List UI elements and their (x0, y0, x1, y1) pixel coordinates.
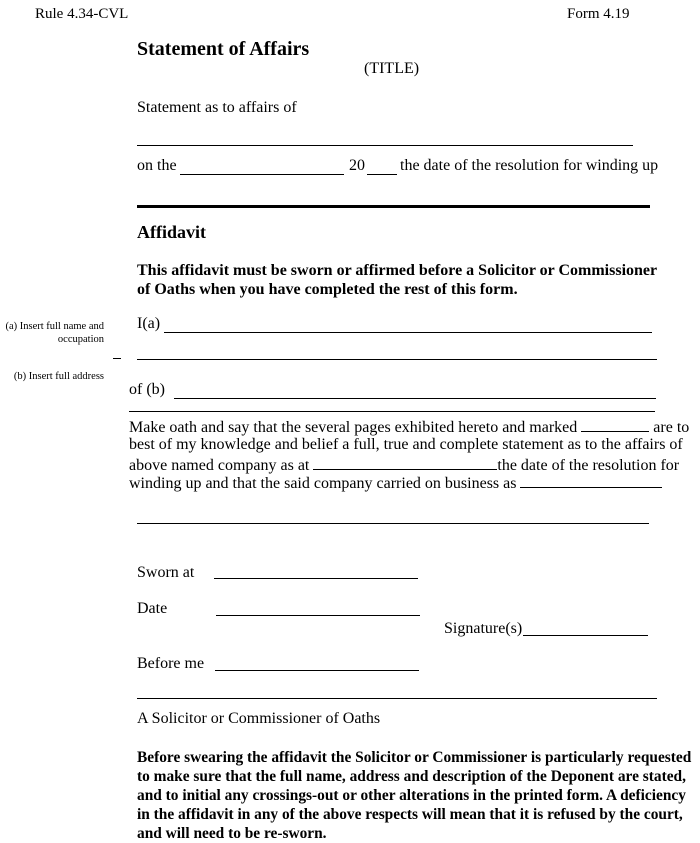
oath-line-4 (129, 473, 662, 493)
page-title: Statement of Affairs (137, 38, 310, 60)
oath-text-4: winding up and that the said company carried on business as (129, 475, 517, 492)
exhibit-mark-field[interactable] (581, 417, 649, 432)
oath-line-1 (129, 417, 689, 437)
before-me-field[interactable] (215, 670, 419, 671)
before-me-label: Before me (137, 655, 205, 672)
address-field[interactable] (174, 398, 656, 399)
margin-note-a (0, 320, 104, 346)
oath-text-3a: above named company as at (129, 457, 310, 474)
date-field[interactable] (216, 615, 420, 616)
affairs-of-label: Statement as to affairs of (137, 99, 297, 116)
name-occupation-field-2[interactable] (137, 359, 657, 360)
oath-text-1a: Make oath and say that the several pages exhibited hereto and marked (129, 419, 578, 436)
on-the-label: on the (137, 157, 177, 174)
as-at-date-field[interactable] (313, 455, 497, 470)
signature-label: Signature(s) (444, 620, 523, 637)
rule-reference: Rule 4.34-CVL (35, 6, 129, 22)
title-hint: (TITLE) (364, 60, 420, 77)
solicitor-signature-field[interactable] (137, 698, 657, 699)
oath-text-3b: the date of the resolution for (497, 457, 680, 474)
footer-note: Before swearing the affidavit the Solicitor or Commissioner is particularly requested to make sure that the full name, address and description of the Deponent are stated, and to initial any crossings-out or other alterations in the printed form. A deficiency in the affidavit in any of the above respects will mean that it is refused by the court, and will need to be re-sworn. (137, 749, 692, 842)
oath-line-2: best of my knowledge and belief a full, true and complete statement as to the affairs of (129, 436, 683, 453)
business-as-field[interactable] (520, 473, 662, 488)
affidavit-instruction: This affidavit must be sworn or affirmed before a Solicitor or Commissioner of Oaths when you have completed the rest of this form. (137, 262, 657, 298)
oath-text-1b: are to (653, 419, 690, 436)
margin-tick (113, 358, 121, 359)
address-field-2[interactable] (129, 411, 655, 412)
margin-note-b: (b) Insert full address (13, 371, 104, 382)
solicitor-label: A Solicitor or Commissioner of Oaths (137, 710, 381, 727)
resolution-year-field[interactable] (367, 174, 397, 175)
affidavit-heading: Affidavit (137, 222, 206, 242)
sworn-at-field[interactable] (214, 578, 418, 579)
name-occupation-field[interactable] (164, 332, 652, 333)
resolution-date-label: the date of the resolution for winding up (400, 157, 659, 174)
year-prefix: 20 (349, 157, 365, 174)
resolution-day-field[interactable] (180, 174, 344, 175)
signature-field[interactable] (523, 635, 648, 636)
section-divider (137, 205, 650, 208)
company-name-field[interactable] (137, 145, 633, 146)
name-label: I(a) (137, 315, 161, 332)
margin-note-a-line1: (a) Insert full name and (5, 321, 104, 332)
business-as-field-2[interactable] (137, 523, 649, 524)
form-number: Form 4.19 (567, 6, 630, 22)
sworn-at-label: Sworn at (137, 564, 195, 581)
margin-note-a-line2: occupation (57, 334, 104, 345)
date-label: Date (137, 600, 168, 617)
oath-line-3 (129, 455, 679, 475)
address-label: of (b) (129, 381, 165, 398)
